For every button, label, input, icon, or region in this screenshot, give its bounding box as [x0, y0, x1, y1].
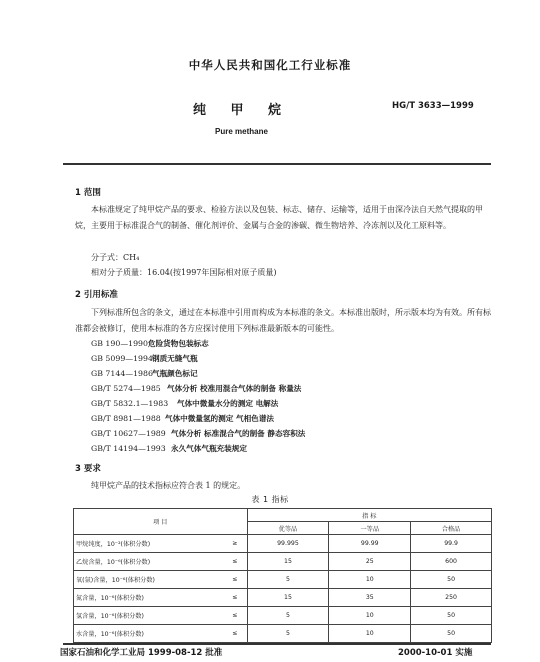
row-value: 5	[247, 571, 329, 589]
column-header-index: 指 标	[247, 509, 491, 522]
row-value: 10	[329, 571, 411, 589]
row-comparator: ≤	[223, 571, 247, 589]
row-value: 250	[411, 589, 492, 607]
references-paragraph: 下列标准所包含的条文，通过在本标准中引用而构成为本标准的条文。本标准出版时，所示版本均为有效。所有标准都会被修订，使用本标准的各方应探讨使用下列标准最新版本的可能性。	[75, 308, 491, 333]
row-value: 15	[247, 553, 329, 571]
molecular-mass: 相对分子质量：16.04(按1997年国际相对原子质量)	[91, 268, 277, 277]
section-heading-references: 2 引用标准	[75, 290, 118, 300]
column-header-item: 项 目	[74, 509, 248, 535]
table-row	[74, 607, 492, 625]
reference-item: GB 5099—1994钢质无缝气瓶	[91, 354, 198, 363]
table-row	[74, 535, 492, 553]
row-item: 水含量，10⁻⁶(体积分数)	[74, 625, 224, 643]
title-rule	[63, 163, 491, 165]
row-item: 氢含量，10⁻⁶(体积分数)	[74, 607, 224, 625]
table-caption: 表 1 指标	[251, 495, 289, 504]
row-value: 35	[329, 589, 411, 607]
row-value: 50	[411, 625, 492, 643]
row-comparator: ≤	[223, 553, 247, 571]
table-row	[74, 553, 492, 571]
row-value: 25	[329, 553, 411, 571]
table-row	[74, 571, 492, 589]
reference-item: GB/T 10627—1989 气体分析 标准混合气的制备 静态容积法	[91, 429, 306, 438]
column-header-grade: 优等品	[247, 522, 329, 535]
row-value: 99.9	[411, 535, 492, 553]
table-row	[74, 589, 492, 607]
reference-item: GB 7144—1986气瓶颜色标记	[91, 369, 198, 378]
row-item: 氮含量，10⁻⁶(体积分数)	[74, 589, 224, 607]
row-comparator: ≤	[223, 625, 247, 643]
requirements-paragraph: 纯甲烷产品的技术指标应符合表 1 的规定。	[91, 481, 246, 490]
column-header-grade: 合格品	[411, 522, 492, 535]
row-value: 99.995	[247, 535, 329, 553]
row-value: 10	[329, 625, 411, 643]
row-value: 50	[411, 607, 492, 625]
reference-item: GB/T 5274—1985 气体分析 校准用混合气体的制备 称量法	[91, 384, 302, 393]
row-value: 10	[329, 607, 411, 625]
row-item: 乙烷含量，10⁻⁶(体积分数)	[74, 553, 224, 571]
row-value: 50	[411, 571, 492, 589]
standard-number: HG/T 3633—1999	[392, 101, 474, 111]
row-value: 5	[247, 607, 329, 625]
scope-paragraph: 本标准规定了纯甲烷产品的要求、检验方法以及包装、标志、储存、运输等，适用于由深冷法自天然气提取的甲烷，主要用于标准混合气的制备、催化剂评价、金属与合金的渗碳、微生物培养、冷冻剂以及化工原料等。	[75, 205, 483, 230]
section-heading-requirements: 3 要求	[75, 464, 101, 474]
reference-item: GB 190—1990危险货物包装标志	[91, 339, 209, 348]
row-comparator: ≤	[223, 607, 247, 625]
reference-item: GB/T 8981—1988 气体中微量氢的测定 气相色谱法	[91, 414, 274, 423]
row-item: 氧(氩)含量，10⁻⁶(体积分数)	[74, 571, 224, 589]
reference-item: GB/T 14194—1993 永久气体气瓶充装规定	[91, 444, 247, 453]
row-value: 5	[247, 625, 329, 643]
section-heading-scope: 1 范围	[75, 188, 101, 198]
row-comparator: ≤	[223, 589, 247, 607]
table-row	[74, 625, 492, 643]
row-value: 99.99	[329, 535, 411, 553]
footer-rule	[63, 643, 491, 645]
row-value: 600	[411, 553, 492, 571]
molecular-formula: 分子式：CH₄	[91, 253, 140, 262]
issuer-heading: 中华人民共和国化工行业标准	[188, 58, 352, 72]
reference-item: GB/T 5832.1—1983 气体中微量水分的测定 电解法	[91, 399, 279, 408]
standard-title-cn: 纯 甲 烷	[193, 103, 292, 118]
standard-title-en: Pure methane	[215, 127, 268, 136]
column-header-grade: 一等品	[329, 522, 411, 535]
approval-statement: 国家石油和化学工业局 1999-08-12 批准	[60, 648, 223, 658]
row-value: 15	[247, 589, 329, 607]
spec-table	[73, 508, 492, 643]
row-item: 甲烷纯度，10⁻²(体积分数)	[74, 535, 224, 553]
table-header-row	[74, 509, 492, 522]
effective-date: 2000-10-01 实施	[398, 648, 473, 658]
row-comparator: ≥	[223, 535, 247, 553]
